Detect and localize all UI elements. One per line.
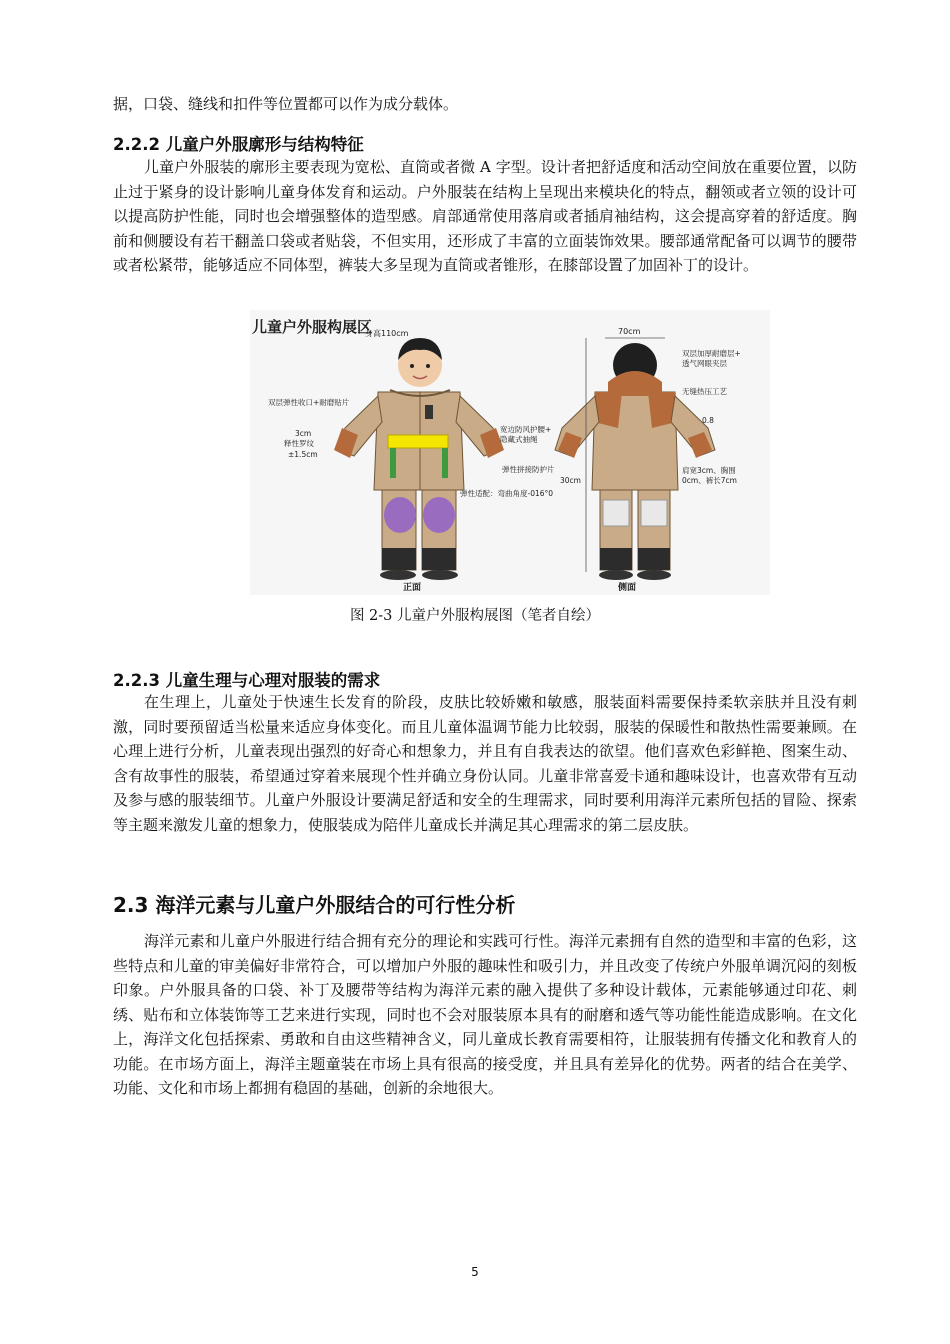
label-mid1b: 隐藏式抽绳 bbox=[500, 435, 538, 444]
paragraph-2-3: 海洋元素和儿童户外服进行结合拥有充分的理论和实践可行性。海洋元素拥有自然的造型和丰富的色彩，这些特点和儿童的审美偏好非常符合，可以增加户外服的趣味性和吸引力，并且改变了传统户外服单调沉闷的刻板印象。户外服具备的口袋、补丁及腰带等结构为海洋元素的融入提供了多种设计载体，元素能够通过印花、刺绣、贴布和立体装饰等工艺来进行实现，同时也不会对服装原本具有的耐磨和透气等功能性能造成影响。在文化上，海洋文化包括探索、勇敢和自由这些精神含义，同儿童成长教育需要相符，让服装拥有传播文化和教育人的功能。在市场方面上，海洋主题童装在市场上具有很高的接受度，并且具有差异化的优势。两者的结合在美学、功能、文化和市场上都拥有稳固的基础，创新的余地很大。 bbox=[113, 932, 857, 1097]
label-right1b: 透气网眼夹层 bbox=[682, 359, 727, 368]
label-right2: 无缝热压工艺 bbox=[682, 387, 727, 396]
label-mid3: 弹性适配：弯曲角度-016°0 bbox=[460, 489, 554, 498]
label-right4: 30cm bbox=[560, 476, 581, 485]
heading-2-2-3: 2.2.3 儿童生理与心理对服装的需求 bbox=[113, 671, 381, 690]
label-width: 70cm bbox=[618, 327, 641, 336]
top-paragraph: 据，口袋、缝线和扣件等位置都可以作为成分载体。 bbox=[113, 95, 459, 113]
label-height: 身高110cm bbox=[365, 329, 409, 338]
heading-2-2-2: 2.2.2 儿童户外服廓形与结构特征 bbox=[113, 135, 364, 154]
label-front: 正面 bbox=[403, 583, 422, 593]
label-right3: 0.8 bbox=[702, 416, 714, 425]
heading-2-3: 2.3 海洋元素与儿童户外服结合的可行性分析 bbox=[113, 893, 516, 917]
label-left2a: 3cm bbox=[295, 429, 312, 438]
label-right1a: 双层加厚耐磨层+ bbox=[682, 349, 741, 358]
label-left2b: 释性罗纹 bbox=[284, 439, 314, 448]
figure-title: 儿童户外服构展区 bbox=[252, 318, 373, 336]
page-number: 5 bbox=[471, 1265, 479, 1279]
label-right5a: 肩宽3cm、胸围 bbox=[682, 466, 736, 475]
paragraph-2-2-2: 儿童户外服装的廓形主要表现为宽松、直筒或者微 A 字型。设计者把舒适度和活动空间放在重要位置，以防止过于紧身的设计影响儿童身体发育和运动。户外服装在结构上呈现出来模块化的特点，翻领或者立领的设计可以提高防护性能，同时也会增强整体的造型感。肩部通常使用落肩或者插肩袖结构，这会提高穿着的舒适度。胸前和侧腰设有若干翻盖口袋或者贴袋，不但实用，还形成了丰富的立面装饰效果。腰部通常配备可以调节的腰带或者松紧带，能够适应不同体型，裤装大多呈现为直筒或者锥形，在膝部设置了加固补丁的设计。 bbox=[113, 158, 857, 274]
figure-caption: 图 2-3 儿童户外服构展图（笔者自绘） bbox=[349, 608, 601, 624]
label-left1: 双层弹性收口+耐磨贴片 bbox=[268, 398, 350, 407]
outfit-illustration bbox=[250, 310, 770, 595]
label-left2c: ±1.5cm bbox=[288, 450, 318, 459]
label-side: 侧面 bbox=[618, 583, 637, 593]
paragraph-2-2-3: 在生理上，儿童处于快速生长发育的阶段，皮肤比较娇嫩和敏感，服装面料需要保持柔软亲肤并且没有刺激，同时要预留适当松量来适应身体变化。而且儿童体温调节能力比较弱，服装的保暖性和散热性需要兼顾。在心理上进行分析，儿童表现出强烈的好奇心和想象力，并且有自我表达的欲望。他们喜欢色彩鲜艳、图案生动、含有故事性的服装，希望通过穿着来展现个性并确立身份认同。儿童非常喜爱卡通和趣味设计，也喜欢带有互动及参与感的服装细节。儿童户外服设计要满足舒适和安全的生理需求，同时要利用海洋元素所包括的冒险、探索等主题来激发儿童的想象力，使服装成为陪伴儿童成长并满足其心理需求的第二层皮肤。 bbox=[113, 693, 857, 834]
figure-2-3 bbox=[250, 310, 770, 595]
label-right5b: 0cm、裤长7cm bbox=[682, 476, 737, 485]
label-mid2: 弹性拼接防护片 bbox=[502, 465, 555, 474]
label-mid1a: 宽边防风护腰+ bbox=[500, 425, 552, 434]
